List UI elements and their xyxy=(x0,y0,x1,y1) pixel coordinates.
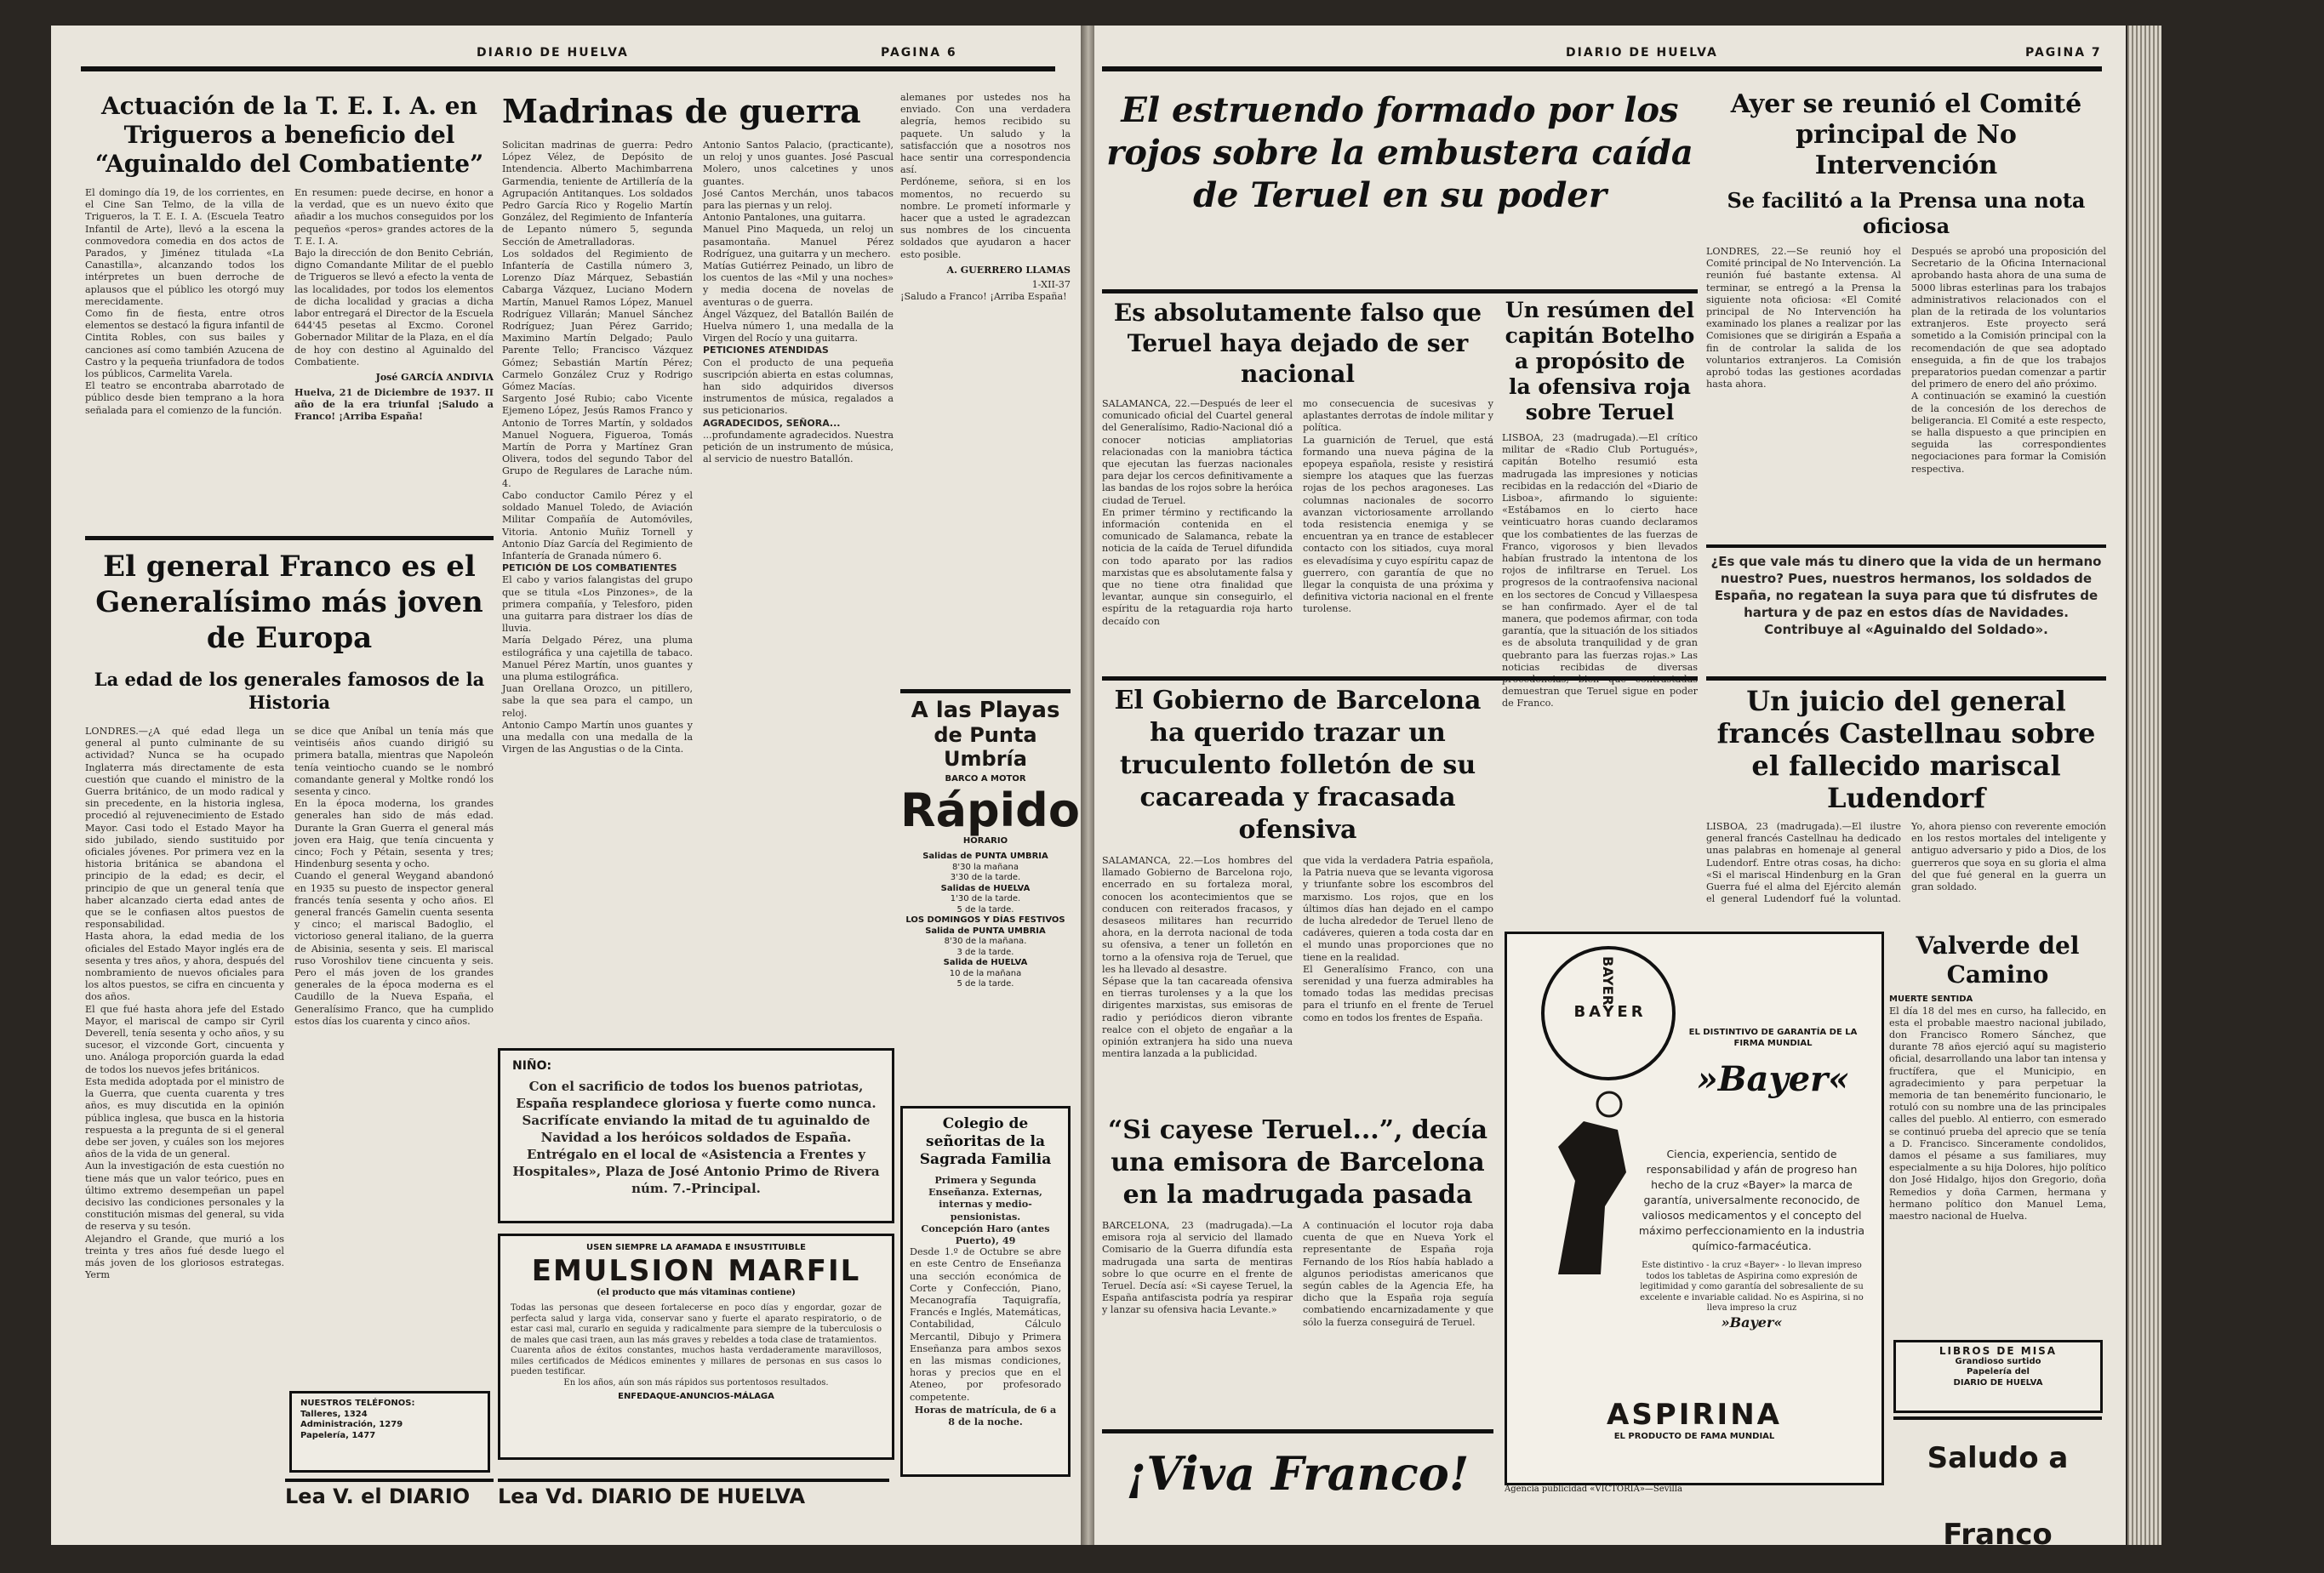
valverde-sub: MUERTE SENTIDA xyxy=(1889,995,1973,1004)
agradecidos-title: AGRADECIDOS, SEÑORA... xyxy=(703,417,841,429)
left-page-number: PAGINA 6 xyxy=(881,46,957,60)
valverde-body: El día 18 del mes en curso, ha fallecido, en esta el probable maestro nacional jubilado, don Francisco Romero Sánchez, que durante 78 años ejerció aquí su magisterio oficial, desarrollando una labor tan intensa y fructífera, que el Municipio, en agradecimiento y para perpetuar la memoria de tan benemérito funcionario, le rotuló con su nombre una de las principales calles del pueblo. Al entierro, con esmerado se continuó prueba del aprecio que se tenía a D. Francisco. Sinceramente condolidos, damos el pésame a sus familiares, muy especialmente a su hija Dolores, hijo político don José Hidalgo, hijos don Gregorio, doña Remedios y doña Carmen, hermana y hermano político don Manuel Lema, maestro nacional de Huelva. xyxy=(1889,1005,2106,1222)
madrinas-body-g: Juan Orellana Orozco, un pitillero, sabe la que sea para el campo, un reloj. xyxy=(502,683,693,719)
emulsion-bottom: En los años, aún son más rápidos sus portentosos resultados. xyxy=(563,1377,829,1388)
barcelona-body-c: que vida la verdadera Patria española, la Patria nueva que se levanta vigorosa y triunfante sobre los escombros del marxismo. Los rojos, que en los últimos días han dejado en el campo de lucha alrededor de Teruel lleno de cadáveres, quieren a toda costa dar en el mundo unas proporciones que no tiene en la realidad. xyxy=(1303,855,1493,963)
santos-body-d: Manuel Pino Maqueda, un reloj un pasamontaña. Manuel Pérez Rodríguez, una guitarra y un mechero. xyxy=(703,224,894,259)
franco-subhead: La edad de los generales famosos de la Historia xyxy=(94,669,485,713)
barcelona-article xyxy=(1102,685,1493,1110)
bayer-cross-vertical: BAYER xyxy=(1600,956,1616,1006)
saludo-banner xyxy=(1893,1416,2102,1552)
bayer-aspirina: ASPIRINA xyxy=(1607,1398,1782,1432)
nino-label: NIÑO: xyxy=(512,1059,552,1073)
emulsion-body2: Cuarenta años de éxitos constantes, muchos hasta verdaderamente maravillosos, miles certificados de Médicos eminentes y millares de personas en sus casos lo pueden testificar. xyxy=(511,1346,882,1376)
colegio-hours: Horas de matrícula, de 6 a 8 de la noche. xyxy=(914,1403,1057,1428)
teia-body-e: Bajo la dirección de don Benito Cebrián, digno Comandante Militar de el pueblo de Trigueros se llevó a efecto la venta de las localidades, por todos los elementos de dicha localidad y gracias a dicha labor entregará el Director de la Escuela 644'45 pesetas al Excmo. Coronel Gobernador Militar de la Plaza, en el día de hoy con destino al Aguinaldo del Combatiente. xyxy=(294,248,494,368)
franco-body-b: Hasta ahora, la edad media de los oficiales del Estado Mayor inglés era de sesenta y tres años, y ahora, después del nombramiento de nuevos oficiales para los altos puestos, se cifra en cincuenta y dos años. xyxy=(85,931,284,1003)
comite-body-a: LONDRES, 22.—Se reunió hoy el Comité principal de No Intervención. La reunión fué bastante extensa. Al terminar, se entregó a la Prensa la siguiente nota oficiosa: «El Comité principal de No Intervención ha examinado los planes a realizar por las Comisiones que se dirigirán a España a fin de controlar la salida de los voluntarios extranjeros. La Comisión aprobó todas las gestiones acordadas hasta ahora. xyxy=(1706,246,1901,390)
franco-body-a: LONDRES.—¿A qué edad llega un general al punto culminante de su actividad? Nunca se ha ocupado Inglaterra más directamente de esta cuestión que cuando el ministro de la Guerra británico, de un modo radical y sin precedente, en la historia inglesa, procedió al rejuvenecimiento de Estado Mayor. Casi todo el Estado Mayor ha sido jubilado, siendo sustituido por oficiales jóvenes. Por primera vez en la historia británica se abandona el principio de la edad; es decir, el principio de que un general tenía que haber alcanzado cierta edad antes de que se le confiasen altos puestos de responsabilidad. xyxy=(85,726,284,931)
bayer-agencia: Agencia publicidad «VICTORIA»—Sevilla xyxy=(1505,1485,1682,1494)
colegio-sub: Primera y Segunda Enseñanza. Externas, internas y medio-pensionistas. xyxy=(928,1174,1042,1222)
playas-line2: de Punta Umbría xyxy=(934,723,1037,771)
letter-column xyxy=(900,92,1071,687)
sicayese-body-a: BARCELONA, 23 (madrugada).—La emisora roja al servicio del llamado Comisario de la Guerra difundía esta madrugada una sarta de mentiras sobre lo que ocurre en el frente de Teruel. Decía así: «Si cayese Teruel, la España antifascista podría ya respirar y lanzar su ofensiva hacia Levante.» xyxy=(1102,1220,1293,1316)
barcelona-body-a: SALAMANCA, 22.—Los hombres del llamado Gobierno de Barcelona rojo, encerrado en su fortaleza moral, conocen los acontecimientos que se conducen con reiterados fracasos, y desaseos militares han recurrido ahora, en la derrota nacional de toda su ofensiva, a tener un folletón en torno a la ofensiva roja de Teruel, que les ha llevado al desastre. xyxy=(1102,855,1293,975)
santos-body-e: Matías Gutiérrez Peinado, un libro de los cuentos de las «Mil y una noches» y media docena de novelas de aventuras o de guerra. xyxy=(703,260,894,308)
letter-signature: A. GUERRERO LLAMAS xyxy=(946,264,1071,276)
libros-ad xyxy=(1893,1340,2103,1413)
falso-article xyxy=(1102,298,1493,672)
emulsion-ad xyxy=(498,1234,894,1460)
falso-subhead: Es absolutamente falso que Teruel haya dejado de ser nacional xyxy=(1113,299,1482,388)
sicayese-body-b: A continuación el locutor roja daba cuenta de que en Nueva York el representante de España roja Fernando de los Ríos había hablado a algunos periodistas americanos que según cables de la Agencia Efe, ha dicho que la España roja seguía combatiendo encarnizadamente y que sólo la fuerza conseguirá de Teruel. xyxy=(1303,1220,1493,1328)
teia-body-b: Como fin de fiesta, entre otros elementos se destacó la figura infantil de Cintita Robles, con sus bailes y canciones así como también Azucena de Castro y la pequeña triunfadora de todos los públicos, Carmelita Varela. xyxy=(85,308,284,380)
footer-left xyxy=(285,1479,494,1516)
dinero-appeal xyxy=(1706,553,2106,672)
franco-article xyxy=(85,549,494,1442)
colegio-body: Desde 1.º de Octubre se abre en este Centro de Enseñanza una sección económica de Corte y Confección, Piano, Mecanografía Taquigrafía, Francés e Inglés, Matemáticas, Contabilidad, Cálculo Mercantil, Dibujo y Primera Enseñanza para ambos sexos en las mismas condiciones, horas y precios que en el Ateneo, por profesorado competente. xyxy=(910,1246,1062,1403)
right-masthead-title: DIARIO DE HUELVA xyxy=(1566,46,1718,60)
emulsion-body: Todas las personas que deseen fortalecerse en poco días y engordar, gozar de perfecta salud y larga vida, conservar sano y fuerte el aparato respiratorio, o de estar casi mal, curarlo en seguida y radicalmente para siempre de la tuberculosis o de males que casi traen, aun las más graves y rebeldes a toda clase de tratamientos. xyxy=(511,1303,882,1345)
franco-body-f: Alejandro el Grande, que murió a los treinta y tres años fué desde luego el más joven de los gloriosos estrategas. Yerm xyxy=(85,1233,284,1281)
madrinas-body-e: El cabo y varios falangistas del grupo que se titula «Los Pinzones», de la primera compañía, y Telesforo, piden una guitarra para distraer los días de lluvia. xyxy=(502,574,693,635)
telefonos-box xyxy=(289,1391,490,1473)
falso-body-c: mo consecuencia de sucesivas y aplastantes derrotas de índole militar y política. xyxy=(1303,398,1493,434)
emulsion-brand: EMULSION MARFIL xyxy=(531,1253,861,1288)
playas-s2b: 5 de la tarde. xyxy=(956,904,1014,915)
footer-left-text: Lea V. el DIARIO xyxy=(285,1485,471,1508)
comite-body-c: A continuación se examinó la cuestión de la concesión de los derechos de beligerancia. El Comité a este respecto, se halla dispuesto a que principien en seguida las correspondientes negociaciones para formar la Comisión respectiva. xyxy=(1911,390,2106,475)
bayer-small: Este distintivo - la cruz «Bayer» - lo llevan impreso todos los tabletas de Aspirina como expresión de legitimidad y como garantía del sobresaliente de su excelente e invariable calidad. No es Aspirina, si no lleva impreso la cruz xyxy=(1640,1261,1864,1313)
santos-body-j: Perdóneme, señora, si en los momentos, no recuerdo su nombre. Le prometí informarle y hacer que a usted le agradezcan sus nombres de los cincuenta soldados que ayudaron a hacer esto posible. xyxy=(900,176,1071,260)
emulsion-footer: ENFEDAQUE-ANUNCIOS-MÁLAGA xyxy=(618,1392,774,1401)
letter-sig-tail: ¡Saludo a Franco! ¡Arriba España! xyxy=(900,291,1067,303)
teia-rule xyxy=(85,536,494,540)
libros-title: LIBROS DE MISA xyxy=(1939,1345,2058,1357)
viva-franco-banner xyxy=(1102,1429,1493,1519)
valverde-article xyxy=(1889,932,2106,1331)
playas-s5a: 10 de la mañana xyxy=(949,968,1022,978)
libros-sub: Grandioso surtido xyxy=(1955,1356,2041,1366)
dinero-top-rule xyxy=(1706,544,2106,548)
botelho-rule xyxy=(1102,676,1698,681)
franco-body-c: El que fué hasta ahora jefe del Estado Mayor, el mariscal de campo sir Cyril Deverell, tenía sesenta y ocho años, y su sucesor, el vizconde Gort, cincuenta y uno. Análoga proporción guarda la edad de todos los nuevos jefes británicos. xyxy=(85,1003,284,1075)
playas-s4b: 3 de la tarde. xyxy=(956,947,1014,957)
franco-body-h: En la época moderna, los grandes generales han sido de más edad. Durante la Gran Guerra el general más joven era Haig, que tenía cincuenta y cinco; Foch y Pétain, sesenta y tres; Hindenburg sesenta y ocho. xyxy=(294,798,494,870)
saludo-text: Saludo a Franco xyxy=(1927,1441,2069,1552)
viva-franco-text: ¡Viva Franco! xyxy=(1126,1446,1470,1501)
telefonos-line2: Administración, 1279 xyxy=(300,1420,403,1429)
castelnau-rule xyxy=(1706,676,2106,681)
falso-body-a: SALAMANCA, 22.—Después de leer el comunicado oficial del Cuartel general del Generalísimo, Radio-Nacional dió a conocer noticias ampliatorias relacionadas con la maniobra táctica que ejecutan las fuerzas nacionales para dejar los cercos definitivamente a las bandas de los rojos sobre la heróica ciudad de Teruel. xyxy=(1102,398,1293,506)
teia-dateline: Huelva, 21 de Diciembre de 1937. II año de la era triunfal ¡Saludo a Franco! ¡Arriba España! xyxy=(294,386,494,423)
falso-body-b: En primer término y rectificando la información contenida en el comunicado de Salamanca, rebate la noticia de la caída de Teruel difundida con todo aparato por las radios marxistas que es absolutamente falsa y que no tiene otra finalidad que levantar, aunque sin conseguirlo, el espíritu de la retaguardia roja harto decaído con xyxy=(1102,506,1293,627)
madrinas-headline: Madrinas de guerra xyxy=(502,92,861,130)
nino-box xyxy=(498,1048,894,1223)
footer-mid xyxy=(498,1479,889,1516)
estruendo-headline-block xyxy=(1102,89,1698,285)
bayer-agencia-line xyxy=(1505,1485,1879,1503)
castelnau-body: LISBOA, 23 (madrugada).—El ilustre general francés Castellnau ha dedicado unas palabras en homenaje al general Ludendorf. Entre otras cosas, ha dicho: «Si el mariscal Hindenburg en la Gran Guerra fué el alma del Ejército alemán el general Ludendorf fué la voluntad. Yo, ahora pienso con reverente emoción en los restos mortales del inteligente y antiguo adversario y pido a Dios, de los guerreros que soya en su gloria el alma del que fué general en la guerra un gran soldado. xyxy=(1706,821,2106,905)
left-masthead-title: DIARIO DE HUELVA xyxy=(477,46,629,60)
santos-body-a: Antonio Santos Palacio, (practicante), un reloj y unos guantes. José Pascual Molero, unos calcetines y unos guantes. xyxy=(703,140,894,187)
comite-body-b: Después se aprobó una proposición del Secretario de la Oficina Internacional aprobando hasta ahora de una suma de 5000 libras esterlinas para los trabajos administrativos relacionados con el plan de la retirada de los voluntarios extranjeros. Este proyecto será sometido a la Comisión principal con la recomendación de que sea adoptado enseguida, a fin de que los trabajos preparatorios puedan comenzar a partir del primero de enero del año próximo. xyxy=(1911,246,2106,390)
telefonos-line3: Papelería, 1477 xyxy=(300,1430,376,1440)
letter-sig-date: 1-XII-37 xyxy=(1031,278,1071,290)
santos-body-h: ...profundamente agradecidos. Nuestra petición de un instrumento de música, al servicio de nuestro Batallón. xyxy=(703,429,894,465)
franco-body-d: Esta medida adoptada por el ministro de la Guerra, que cuenta cuarenta y tres años, es muy discutida en la opinión pública inglesa, que busca en la historia respuesta a la pregunta de si el general debe ser joven, y cuáles son los mejores años de la vida de un general. xyxy=(85,1075,284,1160)
teia-signature: José GARCÍA ANDIVIA xyxy=(375,372,494,384)
peticiones-title: PETICIONES ATENDIDAS xyxy=(703,345,829,356)
barcelona-body-b: Sépase que la tan cacareada ofensiva en tierras turolenses y a la que los dirigentes marxistas, sus emisoras de radio y periódicos dieron vibrante realce con el objeto de engañar a la opinión extranjera ha sido una nueva mentira lanzada a la publicidad. xyxy=(1102,976,1293,1060)
santos-body-f: Ángel Vázquez, del Batallón Bailén de Huelva número 1, una medalla de la Virgen del Rocío y una guitarra. xyxy=(703,308,894,345)
bayer-distintivo: EL DISTINTIVO DE GARANTÍA DE LA FIRMA MUNDIAL xyxy=(1688,1028,1858,1048)
playas-s5b: 5 de la tarde. xyxy=(956,979,1014,989)
teia-headline: Actuación de la T. E. I. A. en Trigueros a beneficio del “Aguinaldo del Combatiente” xyxy=(94,92,484,178)
book-edge xyxy=(2127,26,2161,1545)
playas-s4a: 8'30 de la mañana. xyxy=(944,937,1027,946)
santos-body-b: José Cantos Merchán, unos tabacos para las piernas y un reloj. xyxy=(703,187,894,212)
teia-body-c: El teatro se encontraba abarrotado de público desde bien temprano a la hora señalada para el comienzo de la función. xyxy=(85,380,284,416)
madrinas-body-b: Los soldados del Regimiento de Infantería de Castilla número 3, Lorenzo Díaz Márquez, Sebastián Cabarga Vázquez, Luciano Modern Martín, Manuel Ramos López, Manuel Rodríguez Villarán; Manuel Sánchez Rodríguez; Juan Pérez Garrido; Maximino Martín Delgado; Paulo Parente Tello; Francisco Vázquez Gómez; Sebastián Martín Pérez; Carmelo González Cruz y Rodrigo Gómez Macías. xyxy=(502,248,693,393)
telefonos-line1: Talleres, 1324 xyxy=(300,1409,368,1419)
madrinas-body-a: Solicitan madrinas de guerra: Pedro López Vélez, de Depósito de Intendencia. Alberto Machimbarrena Garmendia, teniente de Artillería de la Agrupación Antitanques. Los soldados Pedro García Rico y Rogelio Martín González, del Regimiento de Infantería de Lepanto número 5, segunda Sección de Ametralladoras. xyxy=(502,140,693,248)
libros-line: Papelería del xyxy=(1967,1367,2030,1376)
playas-rapido: Rápido xyxy=(900,783,1080,837)
nino-text: Con el sacrificio de todos los buenos patriotas, España resplandece gloriosa y fuerte como nunca. Sacrifícate enviando la mitad de tu aguinaldo de Navidad a los heróicos soldados de España. Entrégalo en el local de «Asistencia a Frentes y Hospitales», Plaza de José Antonio Primo de Rivera núm. 7.-Principal. xyxy=(512,1079,880,1196)
franco-headline: El general Franco es el Generalísimo más joven de Europa xyxy=(95,550,483,655)
left-page-header xyxy=(81,41,1055,71)
playas-s4: Salida de PUNTA UMBRIA xyxy=(925,926,1046,936)
dinero-text: ¿Es que vale más tu dinero que la vida de un hermano nuestro? Pues, nuestros hermanos, los soldados de España, no regatean la suya para que tú disfrutes de hartura y de paz en estos días de Navidades. Contribuye al «Aguinaldo del Soldado». xyxy=(1710,554,2102,637)
madrinas-body-h: Antonio Campo Martín unos guantes y una medalla con una medalla de la Virgen de las Angustias o de la Cinta. xyxy=(502,719,693,755)
playas-s1a: 8'30 la mañana xyxy=(952,862,1019,872)
santos-body-g: Con el producto de una pequeña suscripción abierta en estas columnas, han sido adquiridos diversos instrumentos de música, regalados a sus peticionarios. xyxy=(703,356,894,417)
emulsion-subtitle: (el producto que más vitaminas contiene) xyxy=(597,1287,796,1297)
sicayese-headline: “Si cayese Teruel...”, decía una emisora de Barcelona en la madrugada pasada xyxy=(1107,1115,1488,1210)
colegio-title: Colegio de señoritas de la Sagrada Familia xyxy=(919,1115,1052,1168)
colegio-ad xyxy=(900,1106,1071,1477)
playas-s1: Salidas de PUNTA UMBRIA xyxy=(922,852,1048,861)
libros-line2: DIARIO DE HUELVA xyxy=(1953,1377,2043,1388)
botelho-article xyxy=(1502,298,1698,710)
right-page-number: PAGINA 7 xyxy=(2025,46,2102,60)
playas-ad xyxy=(900,698,1080,1063)
santos-body-c: Antonio Pantalones, una guitarra. xyxy=(703,212,866,224)
bayer-cross-horizontal: BAYER xyxy=(1573,1003,1647,1021)
botelho-body: LISBOA, 23 (madrugada).—El crítico militar de «Radio Club Portugués», capitán Botelho resumió esta madrugada las impresiones y noticias recibidas en la redacción del «Diario de Lisboa», afirmando lo siguiente: «Estábamos en lo cierto hace veinticuatro horas cuando declaramos que los combatientes de las fuerzas de Franco, vigorosos y bien llevados habían frustrado la intentona de los rojos de infiltrarse en Teruel. Los progresos de la contraofensiva nacional en los sectores de Concud y Villaespesa se han confirmado. Ayer el de tal manera, que podemos afirmar, con toda garantía, que la situación de los sitiados es de absoluta tranquilidad y de gran quebranto para las fuerzas rojas.» Las noticias recibidas de diversas demuestran que Teruel sigue en poder de Franco. xyxy=(1502,432,1698,710)
comite-headline: Ayer se reunió el Comité principal de No Intervención xyxy=(1730,89,2082,180)
comite-article xyxy=(1706,89,2106,540)
playas-s3: LOS DOMINGOS Y DÍAS FESTIVOS xyxy=(905,915,1065,925)
playas-top-rule xyxy=(900,689,1071,693)
teia-body-a: El domingo día 19, de los corrientes, en el Cine San Telmo, de la villa de Trigueros, la T. E. I. A. (Escuela Teatro Infantil de Arte), llevó a la escena la conmovedora comedia en dos actos de Parados, y Jiménez titulada «La Canastilla», alcanzando todos los intérpretes un buen derroche de aplausos que el público les otorgó muy merecidamente. xyxy=(85,187,284,307)
colegio-address: Concepción Haro (antes Puerto), 49 xyxy=(921,1222,1050,1247)
madrinas-body-f: María Delgado Pérez, una pluma estilográfica y una cajetilla de tabaco. Manuel Pérez Martín, unos guantes y una pluma estilográfica. xyxy=(502,635,693,682)
bayer-cross-logo xyxy=(1541,946,1676,1080)
botelho-headline: Un resúmen del capitán Botelho a propósito de la ofensiva roja sobre Teruel xyxy=(1505,298,1695,425)
estruendo-headline: El estruendo formado por los rojos sobre la embustera caída de Teruel en su poder xyxy=(1106,90,1693,215)
bayer-hand-illustration xyxy=(1524,1070,1652,1283)
telefonos-title: NUESTROS TELÉFONOS: xyxy=(300,1399,415,1408)
castelnau-article xyxy=(1706,685,2106,927)
franco-body-i: Cuando el general Weygand abandonó en 1935 su puesto de inspector general francés tenía sesenta y ocho años. El general francés Gamelin cuenta sesenta y cinco; el mariscal Badoglio, el victorioso general italiano, de la guerra de Abisinia, sesenta y seis. El mariscal ruso Voroshilov tiene cincuenta y seis. Pero el más joven de los grandes generales de la época moderna es el Caudillo de la Nueva España, el Generalísimo Franco, que ha cumplido estos días los cuarenta y cinco años. xyxy=(294,870,494,1027)
madrinas-body-d: Cabo conductor Camilo Pérez y el soldado Manuel Toledo, de Aviación Militar Compañía de Automóviles, Vitoria. Antonio Muñiz Tornell y Antonio Díaz García del Regimiento de Infantería de Granada número 6. xyxy=(502,489,693,561)
franco-body-e: Aun la investigación de esta cuestión no tiene más que un valor teórico, pues en último extremo desempeñan un papel decisivo las condiciones personales y la constitución mismas del general, su vida de reserva y su tesón. xyxy=(85,1160,284,1233)
sicayese-article xyxy=(1102,1114,1493,1421)
bayer-ad xyxy=(1505,932,1884,1485)
right-page-header xyxy=(1102,41,2102,71)
falso-body-d: La guarnición de Teruel, que está formando una nueva página de la epopeya española, resiste y resistirá siempre los ataques que las fuerzas rojas de los pechos aragoneses. Las columnas nacionales de socorro avanzan victoriosamente arrollando toda resistencia enemiga y se encuentran ya en trance de establecer contacto con los sitiados, cuya moral es elevadísima y cuyo espíritu capaz de guerrero, con garantía de que no llegar la conquista de una próxima y definitiva victoria nacional en el frente turolense. xyxy=(1303,434,1493,615)
playas-s2a: 1'30 de la tarde. xyxy=(950,894,1021,903)
bayer-brand: »Bayer« xyxy=(1696,1059,1850,1099)
madrinas-article xyxy=(502,92,894,1045)
barcelona-headline: El Gobierno de Barcelona ha querido trazar un truculento folletón de su cacareada y fracasada ofensiva xyxy=(1114,686,1482,845)
bayer-text: Ciencia, experiencia, sentido de responsabilidad y afán de progreso han hecho de la cruz «Bayer» la marca de garantía, universalmente reconocido, de valiosos medicamentos y el concepto del máximo perfeccionamiento en la industria químico-farmacéutica. xyxy=(1638,1148,1865,1252)
teia-article xyxy=(85,92,494,534)
bayer-small-brand: »Bayer« xyxy=(1721,1314,1783,1331)
playas-line1: A las Playas xyxy=(911,698,1060,723)
santos-body-i: alemanes por ustedes nos ha enviado. Con una verdadera alegría, hemos recibido su paquete. Un saludo y la satisfacción que a nosotros nos hace sentir una correspondencia así. xyxy=(900,92,1071,176)
madrinas-body-c: Sargento José Rubio; cabo Vicente Ejemeno López, Jesús Ramos Franco y Antonio de Torres Martín, y soldados Manuel Noguera, Figueroa, Tomás Martín de Porra y Martínez Gran Olivera, todos del segundo Tabor del Grupo de Regulares de Larache núm. 4. xyxy=(502,393,693,489)
playas-barco: BARCO A MOTOR xyxy=(945,774,1026,784)
estruendo-rule xyxy=(1102,289,1698,294)
barcelona-body-d: El Generalísimo Franco, con una serenidad y una fuerza admirables ha tomado todas las medidas precisas para el triunfo en el frente de Teruel como en todos los frentes de España. xyxy=(1303,963,1493,1023)
valverde-headline: Valverde del Camino xyxy=(1916,932,2080,989)
playas-horario: HORARIO xyxy=(962,835,1008,846)
footer-mid-text: Lea Vd. DIARIO DE HUELVA xyxy=(498,1485,806,1508)
castelnau-headline: Un juicio del general francés Castellnau sobre el fallecido mariscal Ludendorf xyxy=(1716,685,2096,814)
bayer-fama: EL PRODUCTO DE FAMA MUNDIAL xyxy=(1613,1432,1775,1441)
playas-s1b: 3'30 de la tarde. xyxy=(950,873,1021,882)
franco-body-g: se dice que Aníbal un tenía más que veintiséis años cuando dirigió su primera batalla, mientras que Napoleón tenía veintiocho cuando se le nombró comandante general y Moltke rondó los sesenta y cinco. xyxy=(294,726,494,798)
playas-s5: Salida de HUELVA xyxy=(943,958,1028,967)
playas-s2: Salidas de HUELVA xyxy=(940,883,1031,893)
teia-body-d: En resumen: puede decirse, en honor a la verdad, que es un nuevo éxito que añadir a los muchos conseguidos por los pequeños «peros» grandes actores de la T. E. I. A. xyxy=(294,187,494,247)
emulsion-top: USEN SIEMPRE LA AFAMADA E INSUSTITUIBLE xyxy=(586,1243,806,1252)
petition-title: PETICIÓN DE LOS COMBATIENTES xyxy=(502,562,677,574)
comite-subhead: Se facilitó a la Prensa una nota oficiosa xyxy=(1727,188,2086,238)
